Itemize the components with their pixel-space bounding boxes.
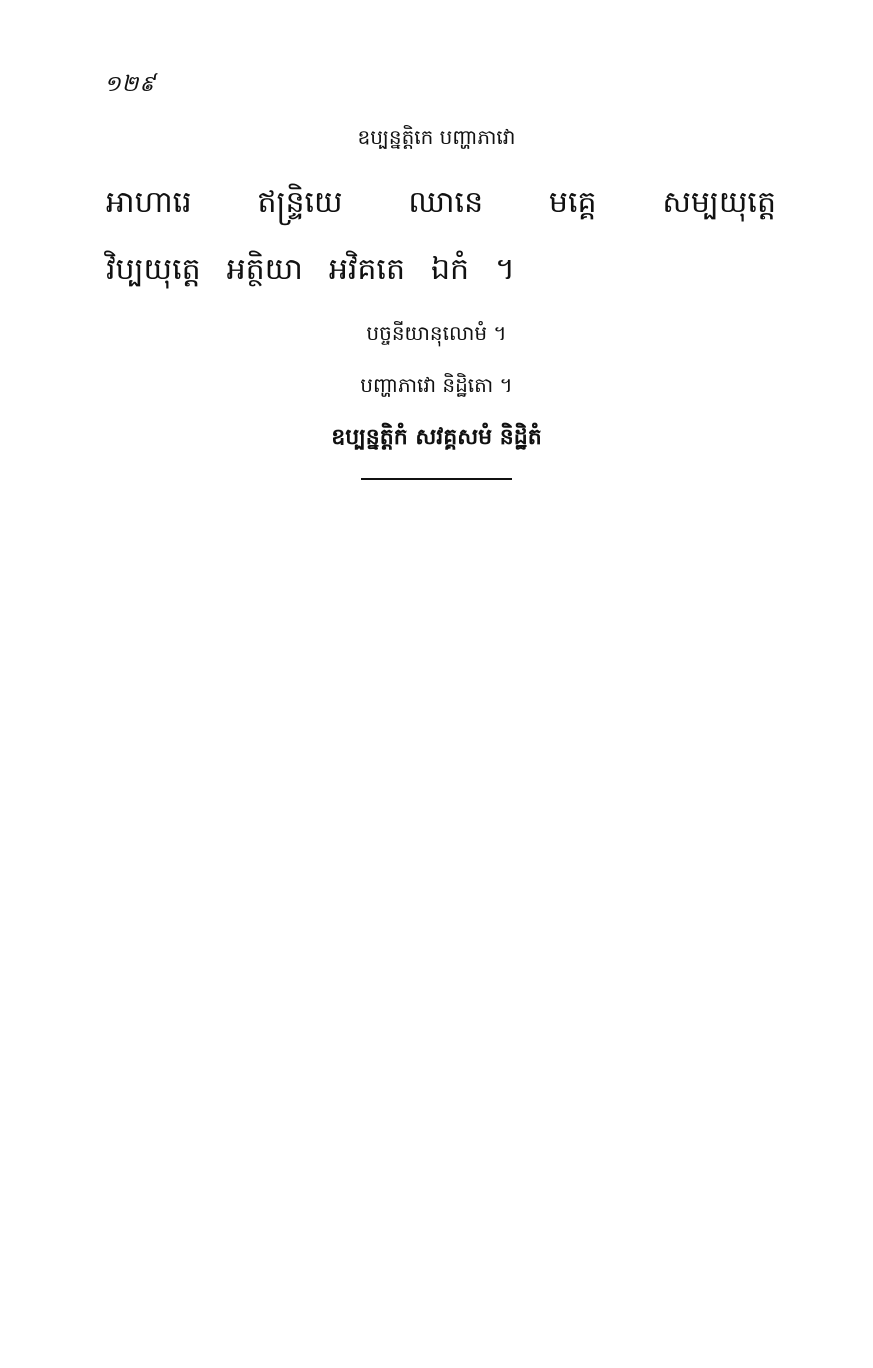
verse-line-2 xyxy=(106,250,515,294)
verse-word: វិប្បយុត្តេ xyxy=(106,252,201,287)
verse-word: មគ្គេ xyxy=(548,185,597,220)
verse-word: អត្ថិយា xyxy=(226,252,303,287)
verse-word: ឯកំ xyxy=(430,252,470,287)
verse-word: ឥន្ទ្រិយេ xyxy=(257,185,343,220)
verse-word: សម្បយុត្តេ xyxy=(662,185,776,220)
verse-word: ឈានេ xyxy=(408,185,484,220)
verse-word: អវិគតេ xyxy=(328,252,405,287)
summary-line-3: ឧប្បន្នត្តិកំ សវគ្គសមំ និដ្ឋិតំ xyxy=(331,425,542,450)
summary-line-1: បច្ចនីយានុលោមំ ។ xyxy=(366,321,507,345)
page-number: ១២៩ xyxy=(104,72,156,97)
closing-rule xyxy=(361,478,512,480)
running-title: ឧប្បន្នត្តិកេ បញ្ហាភាវោ xyxy=(357,125,516,149)
verse-word: អាហារេ xyxy=(106,185,192,220)
verse-line-1 xyxy=(106,183,776,227)
summary-line-2: បញ្ហាភាវោ និដ្ឋិតោ ។ xyxy=(360,373,513,397)
verse-word: ។ xyxy=(495,252,515,287)
